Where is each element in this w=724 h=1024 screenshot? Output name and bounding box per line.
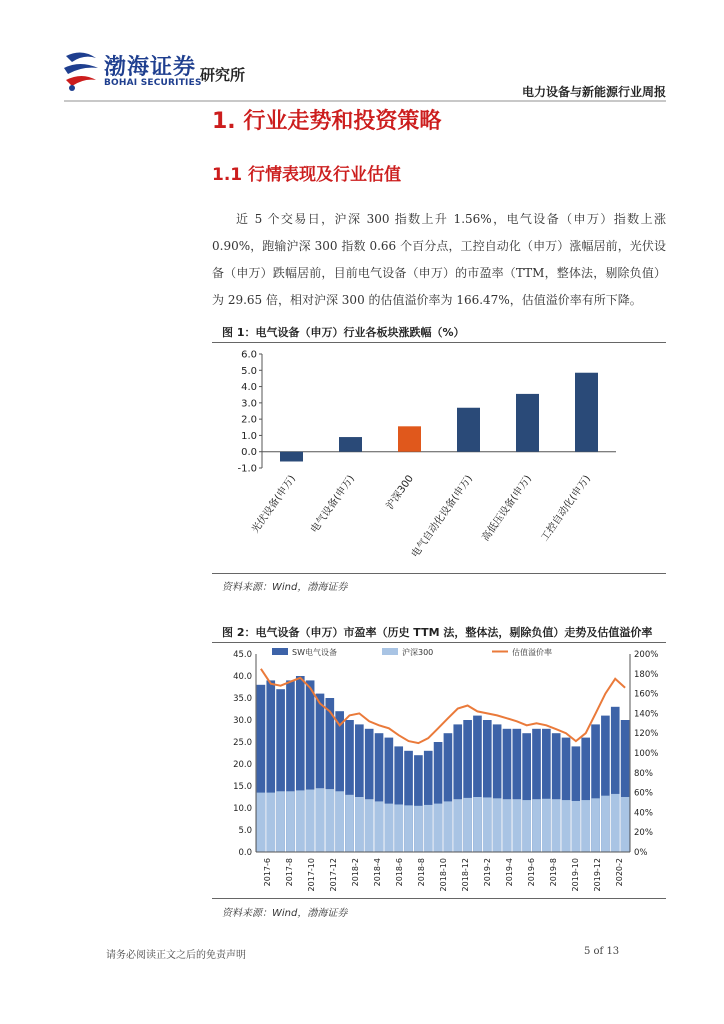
bar <box>516 394 539 452</box>
x-category-label: 电气设备(申万) <box>309 473 357 536</box>
bohai-logo-icon <box>62 50 100 92</box>
right-tick-label: 140% <box>634 709 659 720</box>
left-tick-label: 5.0 <box>238 826 252 836</box>
hs300-bar <box>385 804 394 852</box>
hs300-bar <box>522 800 531 852</box>
section-heading: 1. 行业走势和投资策略 <box>212 109 442 134</box>
hs300-bar <box>572 801 581 852</box>
right-tick-label: 40% <box>634 808 653 819</box>
x-tick-label: 2018-8 <box>417 858 426 887</box>
legend-label: 沪深300 <box>402 648 434 657</box>
figure1-title: 图 1：电气设备（申万）行业各板块涨跌幅（%） <box>222 326 465 339</box>
bar <box>339 437 362 452</box>
hs300-bar <box>444 801 453 852</box>
hs300-bar <box>335 791 344 852</box>
x-tick-label: 2018-10 <box>439 858 448 892</box>
bar <box>398 426 421 451</box>
hs300-bar <box>542 799 551 852</box>
x-tick-label: 2017-8 <box>285 858 294 887</box>
premium-line <box>261 669 625 743</box>
x-category-label: 电气自动化设备(申万) <box>409 473 475 560</box>
hs300-bar <box>552 799 561 852</box>
right-tick-label: 0% <box>634 848 648 858</box>
footer-disclaimer: 请务必阅读正文之后的免责声明 <box>106 950 246 961</box>
x-tick-label: 2017-10 <box>307 858 316 892</box>
hs300-bar <box>601 796 610 852</box>
hs300-bar <box>591 798 600 852</box>
figure2-title: 图 2：电气设备（申万）市盈率（历史 TTM 法，整体法，剔除负值）走势及估值溢价率 <box>222 626 653 639</box>
hs300-bar <box>257 793 266 852</box>
right-tick-label: 160% <box>634 689 659 700</box>
y-tick-label: 1.0 <box>241 430 257 442</box>
left-tick-label: 20.0 <box>233 760 252 770</box>
hs300-bar <box>473 797 482 852</box>
y-tick-label: 3.0 <box>241 398 257 410</box>
figure2-combo-chart <box>212 644 666 896</box>
right-tick-label: 180% <box>634 669 659 680</box>
left-tick-label: 0.0 <box>238 848 252 858</box>
left-tick-label: 45.0 <box>233 650 252 660</box>
x-tick-label: 2019-8 <box>549 858 558 887</box>
hs300-bar <box>266 793 275 852</box>
hs300-bar <box>355 797 364 852</box>
hs300-bar <box>463 798 472 852</box>
figure1-bottom-rule <box>212 573 666 574</box>
bar <box>280 452 303 462</box>
legend-label: SW电气设备 <box>292 648 337 657</box>
legend-swatch <box>382 648 398 655</box>
left-tick-label: 35.0 <box>233 694 252 704</box>
right-tick-label: 60% <box>634 788 653 799</box>
right-tick-label: 80% <box>634 768 653 779</box>
x-tick-label: 2019-6 <box>527 858 536 887</box>
hs300-bar <box>365 799 374 852</box>
x-tick-label: 2019-2 <box>483 858 492 887</box>
left-tick-label: 10.0 <box>233 804 252 814</box>
figure2-bottom-rule <box>212 898 666 899</box>
figure1-bar-chart <box>212 344 666 572</box>
y-tick-label: 6.0 <box>241 349 257 361</box>
hs300-bar <box>325 789 334 852</box>
hs300-bar <box>493 798 502 852</box>
hs300-bar <box>483 797 492 852</box>
figure1-source: 资料来源：Wind，渤海证券 <box>222 582 348 593</box>
hs300-bar <box>621 797 630 852</box>
hs300-bar <box>503 799 512 852</box>
left-tick-label: 25.0 <box>233 738 252 748</box>
x-tick-label: 2019-12 <box>593 858 602 892</box>
logo-chinese-name: 渤海证券 <box>104 54 197 80</box>
right-tick-label: 100% <box>634 749 659 759</box>
left-tick-label: 15.0 <box>233 782 252 792</box>
x-tick-label: 2017-12 <box>329 858 338 892</box>
y-tick-label: 4.0 <box>241 382 257 394</box>
bar <box>575 373 598 452</box>
figure2-top-rule <box>212 642 666 643</box>
x-category-label: 沪深300 <box>384 473 416 512</box>
y-tick-label: -1.0 <box>237 463 257 475</box>
x-category-label: 光伏设备(申万) <box>250 473 298 536</box>
hs300-bar <box>316 788 325 852</box>
paragraph-text: 近 5 个交易日，沪深 300 指数上升 1.56%，电气设备（申万）指数上涨 0.90%，跑输沪深 300 指数 0.66 个百分点，工控自动化（申万）涨幅居前，光伏设备（申万）跌幅居前，目前电气设备（申万）的市盈率（TTM，整体法，剔除负值）为 29.65 倍，相对沪深 300 的估值溢价率为 166.47%，估值溢价率有所下降。 <box>212 212 666 307</box>
y-tick-label: 2.0 <box>241 414 257 426</box>
x-category-label: 工控自动化(申万) <box>539 473 593 544</box>
right-tick-label: 120% <box>634 729 659 740</box>
hs300-bar <box>562 800 571 852</box>
x-tick-label: 2017-6 <box>263 858 272 887</box>
hs300-bar <box>414 806 423 852</box>
hs300-bar <box>394 804 403 852</box>
logo-english-name: BOHAI SECURITIES <box>104 78 202 88</box>
hs300-bar <box>581 800 590 852</box>
hs300-bar <box>286 791 295 852</box>
y-tick-label: 5.0 <box>241 365 257 377</box>
subsection-heading: 1.1 行情表现及行业估值 <box>212 165 402 185</box>
institute-label: 研究所 <box>200 66 246 84</box>
bar <box>457 408 480 452</box>
legend-label: 估值溢价率 <box>512 648 552 657</box>
hs300-bar <box>424 805 433 852</box>
hs300-bar <box>296 790 305 852</box>
legend-swatch <box>272 648 288 655</box>
hs300-bar <box>404 805 413 852</box>
right-tick-label: 20% <box>634 828 653 839</box>
hs300-bar <box>375 801 384 852</box>
header-divider <box>64 100 666 102</box>
hs300-bar <box>611 794 620 852</box>
hs300-bar <box>512 799 521 852</box>
figure1-top-rule <box>212 342 666 343</box>
left-tick-label: 30.0 <box>233 716 252 726</box>
x-tick-label: 2020-2 <box>615 858 624 887</box>
x-category-label: 高低压设备(申万) <box>480 473 534 544</box>
hs300-bar <box>532 799 541 852</box>
report-title: 电力设备与新能源行业周报 <box>521 85 666 99</box>
page-number: 5 of 13 <box>584 946 620 957</box>
left-tick-label: 40.0 <box>233 672 252 682</box>
hs300-bar <box>345 795 354 852</box>
hs300-bar <box>306 790 315 852</box>
hs300-bar <box>434 804 443 852</box>
hs300-bar <box>276 791 285 852</box>
figure2-source: 资料来源：Wind，渤海证券 <box>222 908 348 919</box>
x-tick-label: 2018-4 <box>373 858 382 887</box>
y-tick-label: 0.0 <box>241 447 257 459</box>
x-tick-label: 2018-6 <box>395 858 404 887</box>
right-tick-label: 200% <box>634 650 659 660</box>
x-tick-label: 2019-4 <box>505 858 514 887</box>
x-tick-label: 2018-12 <box>461 858 470 892</box>
hs300-bar <box>453 799 462 852</box>
x-tick-label: 2019-10 <box>571 858 580 892</box>
body-paragraph <box>212 206 666 314</box>
x-tick-label: 2018-2 <box>351 858 360 887</box>
